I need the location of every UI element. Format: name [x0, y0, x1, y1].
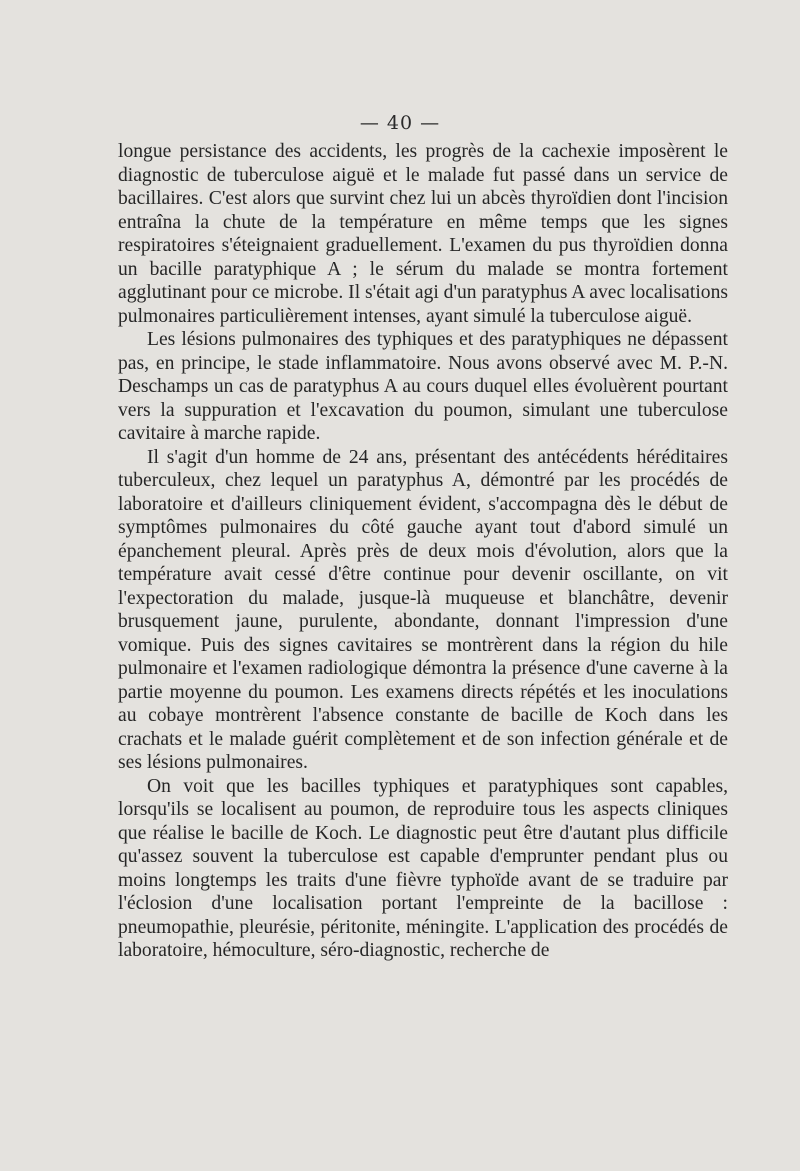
paragraph-conclusion: On voit que les bacilles typhiques et paratyphiques sont capables, lorsqu'ils se localisent au poumon, de reproduire tous les aspects cliniques que réalise le bacille de Koch. Le diagnostic peut être d'autant plus difficile qu'assez souvent la tuberculose est capable d'emprunter pendant plus ou moins longtemps les traits d'une fièvre typhoïde avant de se traduire par l'éclosion d'une localisation portant l'empreinte de la bacillose : pneumopathie, pleurésie, péritonite, méningite. L'application des procédés de laboratoire, hémoculture, séro-diagnostic, recherche de — [118, 775, 728, 961]
paragraph-case-report: Il s'agit d'un homme de 24 ans, présentant des antécédents héréditaires tuberculeux, chez lequel un paratyphus A, démontré par les procédés de laboratoire et d'ailleurs cliniquement évident, s'accompagna dès le début de symptômes pulmonaires du côté gauche ayant tout d'abord simulé un épanchement pleural. Après près de deux mois d'évolution, alors que la température avait cessé d'être continue pour devenir oscillante, on vit l'expectoration du malade, jusque-là muqueuse et blanchâtre, devenir brusquement jaune, purulente, abondante, donnant l'impression d'une vomique. Puis des signes cavitaires se montrèrent dans la région du hile pulmonaire et l'examen radiologique démontra la présence d'une caverne à la partie moyenne du poumon. Les examens directs répétés et les inoculations au cobaye montrèrent l'absence constante de bacille de Koch dans les crachats et le malade guérit complètement et de son infection générale et de ses lésions pulmonaires. — [118, 446, 728, 773]
paragraph-pulmonary-lesions: Les lésions pulmonaires des typhiques et des paratyphiques ne dépassent pas, en principe, le stade inflammatoire. Nous avons observé avec M. P.-N. Deschamps un cas de paratyphus A au cours duquel elles évoluèrent pourtant vers la suppuration et l'excavation du poumon, simulant une tuberculose cavitaire à marche rapide. — [118, 329, 728, 444]
page-number: — 40 — — [359, 112, 441, 134]
body-text — [118, 140, 728, 963]
paragraph-continuation: longue persistance des accidents, les progrès de la cachexie imposèrent le diagnostic de tuberculose aiguë et le malade fut passé dans un service de bacillaires. C'est alors que survint chez lui un abcès thyroïdien dont l'incision entraîna la chute de la température en même temps que les signes respiratoires s'éteignaient graduellement. L'examen du pus thyroïdien donna un bacille paratyphique A ; le sérum du malade se montra fortement agglutinant pour ce microbe. Il s'était agi d'un paratyphus A avec localisations pulmonaires particulièrement intenses, ayant simulé la tuberculose aiguë. — [118, 141, 728, 327]
